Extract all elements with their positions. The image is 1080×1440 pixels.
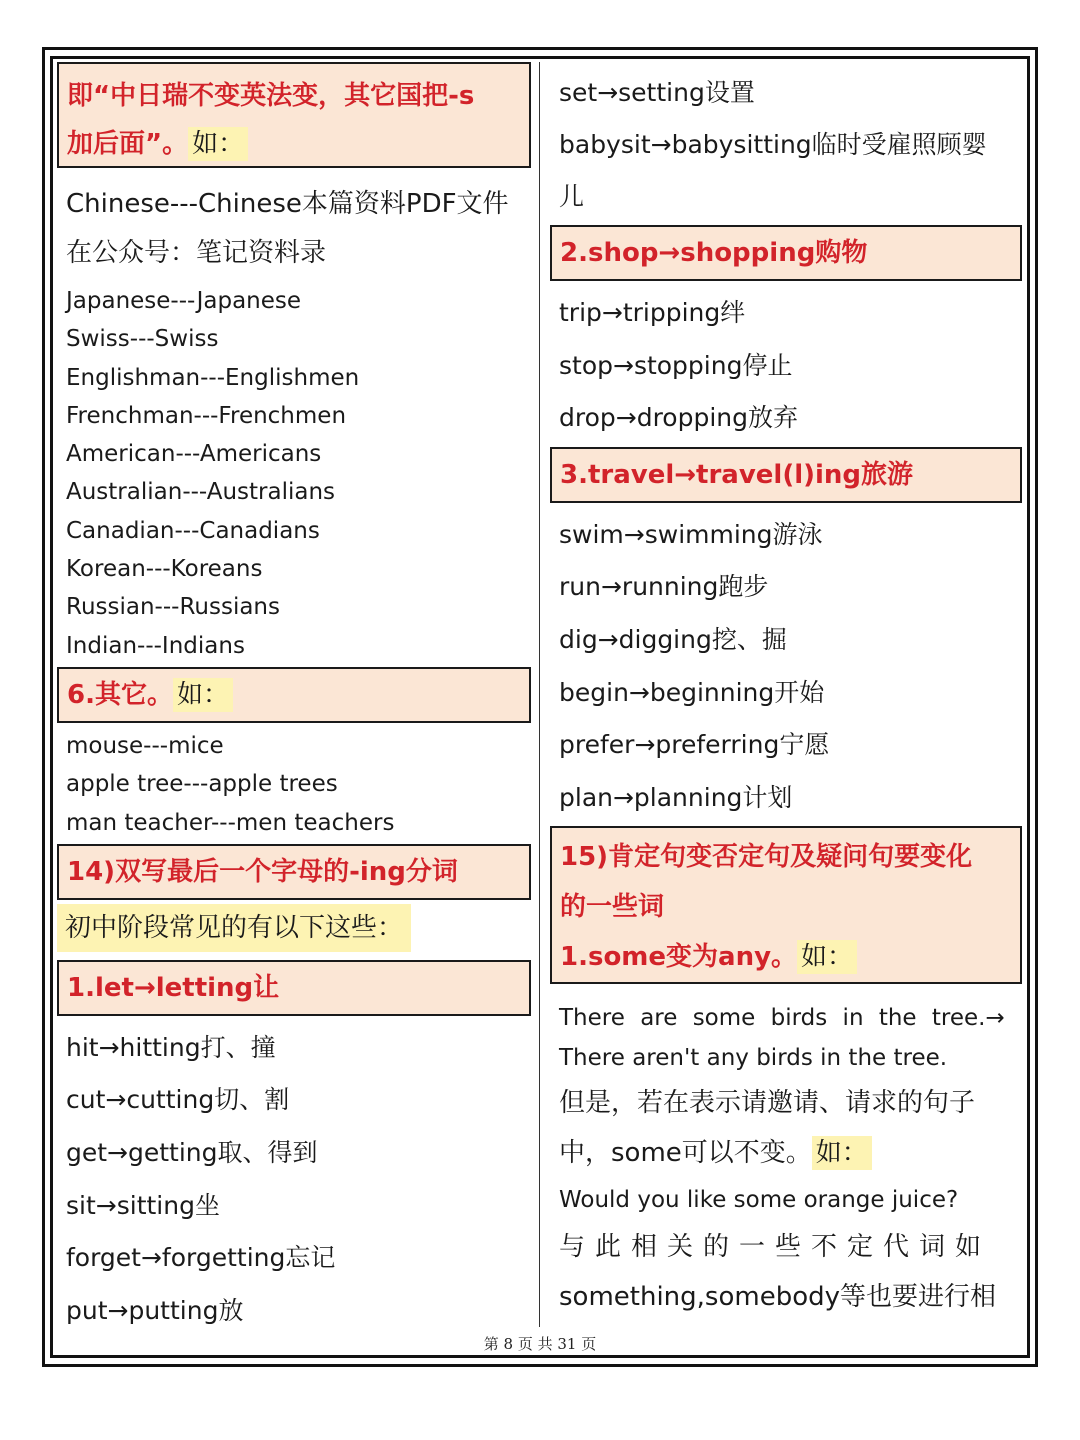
right-column <box>550 62 1022 1322</box>
list-item: put→putting放 <box>66 1295 244 1325</box>
rule-box-negation-red: 1.some变为any。 <box>560 942 798 973</box>
rule-line-2 <box>67 120 521 168</box>
list-item: cut→cutting切、割 <box>66 1085 290 1115</box>
note-text: 中，some可以不变。 <box>559 1138 812 1169</box>
list-item: run→running跑步 <box>559 572 769 602</box>
left-column <box>57 62 531 1337</box>
rule-box-negation-line-2: 的一些词 <box>560 892 665 923</box>
example-sentence: Would you like some orange juice? <box>559 1187 959 1214</box>
list-item: Japanese---Japanese <box>66 288 302 314</box>
list-item: dig→digging挖、掘 <box>559 624 787 654</box>
list-item: forget→forgetting忘记 <box>66 1243 336 1273</box>
rule-box-let-text: 1.let→letting让 <box>67 972 280 1003</box>
list-item: drop→dropping放弃 <box>559 403 799 433</box>
rule-box-travel-text: 3.travel→travel(l)ing旅游 <box>560 459 914 490</box>
list-item: begin→beginning开始 <box>559 677 825 707</box>
nationality-list <box>57 282 531 665</box>
rule-box-negation-highlight: 如： <box>797 940 857 974</box>
text-line: 在公众号：笔记资料录 <box>66 238 327 268</box>
ing-list-a <box>550 287 1022 445</box>
note-highlight: 如： <box>812 1136 872 1170</box>
rule-box-travel <box>550 447 1022 503</box>
list-item: Swiss---Swiss <box>66 326 219 353</box>
note-line: something,somebody等也要进行相 <box>559 1282 996 1313</box>
text-line: set→setting设置 <box>559 78 755 107</box>
rule-box-negation <box>550 826 1022 984</box>
list-item: swim→swimming游泳 <box>559 519 823 549</box>
text-line: babysit→babysitting临时受雇照顾婴 <box>559 130 987 159</box>
note-line-2 <box>550 1128 1022 1178</box>
note-line: 但是，若在表示请邀请、请求的句子 <box>559 1088 976 1119</box>
list-item: Canadian---Canadians <box>66 517 320 544</box>
text-line: 儿 <box>559 182 585 211</box>
rule-box-nationality <box>57 62 531 168</box>
rule-box-shop <box>550 225 1022 281</box>
example-sentence: There aren't any birds in the tree. <box>559 1045 948 1072</box>
rule-line-2-red: 加后面”。 <box>67 129 189 159</box>
rule-line-2-highlight: 如： <box>188 127 248 161</box>
rule-line-1: 即“中日瑞不变英法变，其它国把-s <box>67 81 475 111</box>
list-item: Englishman---Englishmen <box>66 364 360 391</box>
rule-box-negation-line-3 <box>560 932 1012 982</box>
list-item: trip→tripping绊 <box>559 298 746 327</box>
ing-list-b <box>550 509 1022 825</box>
negation-example <box>550 998 1022 1322</box>
rule-box-other <box>57 667 531 723</box>
right-top-lines <box>550 62 1022 223</box>
list-item: hit→hitting打、撞 <box>66 1032 276 1062</box>
list-item: Russian---Russians <box>66 594 280 621</box>
rule-box-other-red: 6.其它。 <box>67 679 173 710</box>
list-item: plan→planning计划 <box>559 782 793 812</box>
rule-box-let <box>57 960 531 1016</box>
rule-box-negation-line-1: 15)肯定句变否定句及疑问句要变化 <box>560 842 973 873</box>
text-line: Chinese---Chinese本篇资料PDF文件 <box>66 189 509 219</box>
list-item: Korean---Koreans <box>66 556 263 583</box>
list-item: prefer→preferring宁愿 <box>559 730 830 760</box>
rule-box-ing-text: 14)双写最后一个字母的-ing分词 <box>67 856 458 887</box>
example-sentence: There are some birds in the tree.→ <box>559 1005 1005 1032</box>
rule-box-shop-text: 2.shop→shopping购物 <box>560 238 868 268</box>
page-footer: 第 8 页 共 31 页 <box>483 1335 597 1353</box>
list-item: Indian---Indians <box>66 632 245 659</box>
rule-box-ing <box>57 844 531 900</box>
ing-list-left <box>57 1022 531 1338</box>
list-item: apple tree---apple trees <box>66 771 338 798</box>
column-divider <box>539 62 540 1327</box>
highlight-line: 初中阶段常见的有以下这些： <box>57 904 411 952</box>
list-item: Australian---Australians <box>66 479 336 506</box>
note-line: 与此相关的一些不定代词如 <box>559 1232 992 1263</box>
para-pdf-note <box>57 180 531 278</box>
list-item: Frenchman---Frenchmen <box>66 402 347 429</box>
list-item: mouse---mice <box>66 732 224 759</box>
list-item: get→getting取、得到 <box>66 1138 318 1168</box>
other-list <box>57 727 531 842</box>
highlight-line-block <box>57 904 531 954</box>
list-item: sit→sitting坐 <box>66 1190 220 1220</box>
list-item: stop→stopping停止 <box>559 350 793 380</box>
list-item: American---Americans <box>66 441 322 468</box>
list-item: man teacher---men teachers <box>66 809 395 836</box>
rule-box-other-highlight: 如： <box>173 678 233 712</box>
